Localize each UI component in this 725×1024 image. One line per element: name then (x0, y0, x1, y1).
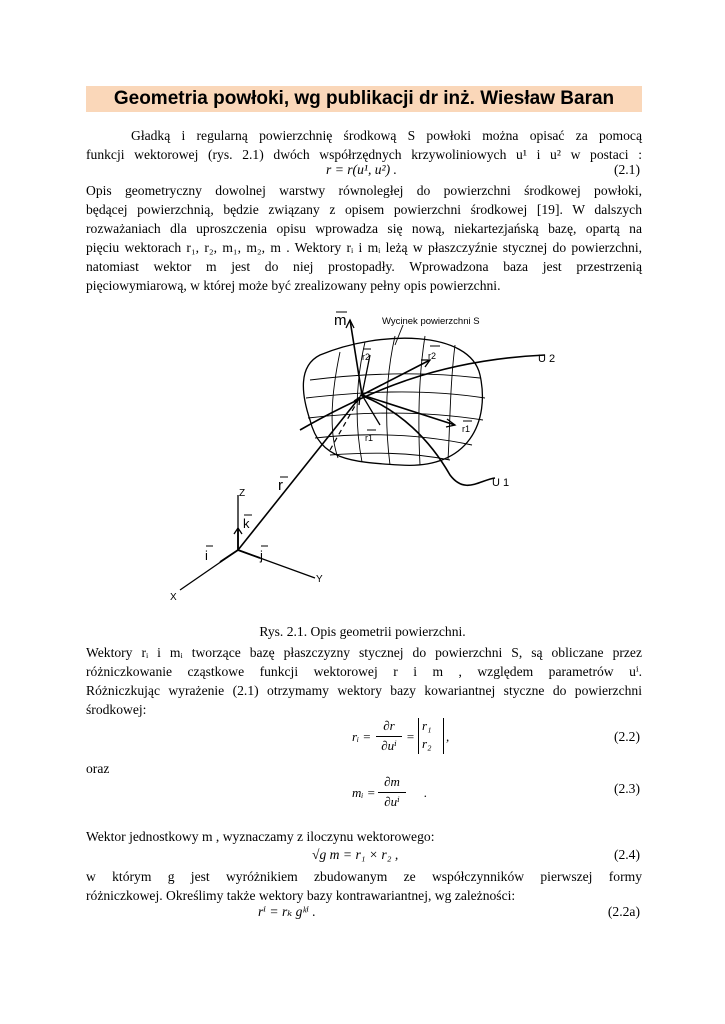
paragraph-4: Wektor jednostkowy m , wyznaczamy z iloczynu wektorowego: (86, 829, 435, 844)
label-surface: Wycinek powierzchni S (382, 316, 480, 327)
frac-denominator: ∂uⁱ (384, 794, 400, 809)
m-vector (350, 320, 362, 395)
u1-curve (360, 395, 495, 485)
text-line: Opis geometryczny dowolnej warstwy równoległej do powierzchni środkowej powłoki, (86, 183, 642, 198)
text-line: Wektory rᵢ i mᵢ tworzące bazę płaszczyzny stycznej do powierzchni S, są obliczane przez (86, 645, 642, 660)
equation-number: (2.1) (613, 162, 640, 177)
equation-2-3 (352, 774, 442, 812)
figure-caption: Rys. 2.1. Opis geometrii powierzchni. (259, 624, 466, 639)
label-m: m (334, 312, 347, 329)
j-vector (238, 550, 260, 558)
text-line: różniczkowej. Określimy także wektory bazy kontrawariantnej, wg zależności: (86, 888, 516, 903)
equation-number: (2.3) (613, 781, 640, 796)
page-title: Geometria powłoki, wg publikacji dr inż. Wiesław Baran (113, 88, 615, 109)
matrix-top: r₁ (422, 718, 432, 733)
text-line: natomiast wektor m jest do niej prostopadły. Wprowadzona baza jest przestrzenią (86, 259, 642, 274)
paragraph-1 (86, 126, 642, 164)
eq-tail: . (424, 785, 428, 800)
paragraph-5 (86, 867, 642, 905)
text-line: rozważaniach dla uproszczenia opisu wprowadza się nową, niekartezjańską bazę, opartą na (86, 221, 642, 236)
label-u2: U 2 (538, 353, 556, 365)
frac-numerator: ∂r (383, 718, 395, 733)
figure-surface-geometry (150, 300, 590, 610)
text-line: będącej powierzchnią, będzie związany z opisem powierzchni środkowej [19]. W dalszych (86, 202, 642, 217)
text-oraz: oraz (86, 761, 110, 776)
eq-tail: , (446, 729, 450, 744)
text-line: Gładką i regularną powierzchnię środkową S powłoki można opisać za pomocą (131, 128, 642, 143)
equation-2-2a: rⁱ = rₖ gᵏⁱ . (258, 904, 316, 919)
r1-vector (362, 395, 455, 425)
label-k: k (243, 516, 250, 531)
label-y: Y (316, 574, 323, 585)
eq-lhs: mᵢ = (352, 785, 376, 800)
text-line: różniczkowanie cząstkowe funkcji wektorowej r i m , względem parametrów uⁱ. (86, 664, 642, 679)
text-line: w którym g jest wyróżnikiem zbudowanym ze współczynników pierwszej formy (86, 869, 642, 884)
eq-lhs: rᵢ = (352, 729, 372, 744)
paragraph-2 (86, 181, 642, 295)
text-line: pięciowymiarową, w której może być zrealizowany pełny opis powierzchni. (86, 278, 501, 293)
surface-outline (303, 338, 482, 465)
label-u1: U 1 (492, 477, 510, 489)
surface-grid (306, 336, 485, 465)
equation-number: (2.4) (613, 847, 640, 862)
label-x: X (170, 592, 177, 603)
equation-2-2: rᵢ = ∂r ∂uⁱ = r₁ r₂ , (352, 718, 450, 753)
equation-2-1: r = r(u¹, u²) . (326, 162, 397, 177)
frac-denominator: ∂uⁱ (381, 738, 397, 753)
label-r2: r2 (362, 352, 371, 362)
label-z: Z (239, 488, 246, 499)
matrix-bottom: r₂ (422, 736, 432, 751)
text-line: Różniczkując wyrażenie (2.1) otrzymamy wektory bazy kowariantnej styczne do powierzchni (86, 683, 642, 698)
equation-2-4: √g m = r₁ × r₂ , (312, 847, 399, 862)
label-r1-tip: r1 (462, 424, 471, 434)
frac-numerator: ∂m (384, 774, 400, 789)
r-vector (238, 397, 360, 550)
label-i: i (205, 548, 208, 563)
label-r: r (278, 477, 283, 494)
equation-number: (2.2) (613, 729, 640, 744)
label-r1: r1 (365, 433, 374, 443)
equation-number: (2.2a) (607, 904, 640, 919)
i-vector (220, 550, 238, 562)
label-r2-tip: r2 (428, 351, 437, 361)
paragraph-3 (86, 643, 642, 719)
text-line: środkowej: (86, 702, 147, 717)
label-j: j (260, 548, 263, 563)
text-line: funkcji wektorowej (rys. 2.1) dwóch współrzędnych krzywoliniowych u¹ i u² w postaci : (86, 147, 642, 162)
text-line: pięciu wektorach r₁, r₂, m₁, m₂, m . Wektory rᵢ i mᵢ leżą w płaszczyźnie stycznej do powierzchni, (86, 240, 642, 255)
